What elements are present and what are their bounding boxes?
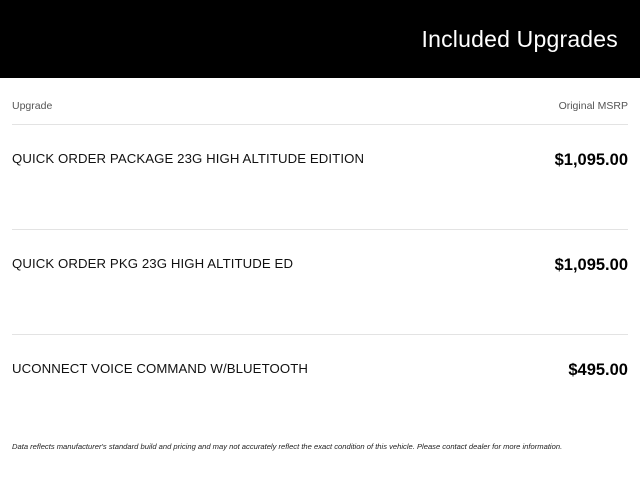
upgrade-name: QUICK ORDER PKG 23G HIGH ALTITUDE ED bbox=[12, 256, 294, 271]
upgrades-sheet bbox=[0, 78, 640, 480]
column-header-upgrade: Upgrade bbox=[12, 100, 53, 112]
disclaimer-text: Data reflects manufacturer's standard build and pricing and may not accurately reflect the exact condition of this vehicle. Please contact dealer for more information. bbox=[12, 442, 563, 452]
upgrade-price: $495.00 bbox=[568, 361, 628, 379]
upgrade-price: $1,095.00 bbox=[554, 256, 628, 274]
table-header-row bbox=[12, 78, 628, 116]
table-row bbox=[12, 229, 628, 334]
upgrade-price: $1,095.00 bbox=[554, 151, 628, 169]
column-header-msrp: Original MSRP bbox=[558, 100, 628, 112]
page-header bbox=[0, 0, 640, 78]
upgrade-name: UCONNECT VOICE COMMAND W/BLUETOOTH bbox=[12, 361, 308, 376]
upgrades-table bbox=[12, 124, 628, 439]
page-title: Included Upgrades bbox=[421, 25, 618, 52]
table-row bbox=[12, 334, 628, 439]
table-row bbox=[12, 124, 628, 229]
upgrade-name: QUICK ORDER PACKAGE 23G HIGH ALTITUDE EDITION bbox=[12, 151, 365, 166]
